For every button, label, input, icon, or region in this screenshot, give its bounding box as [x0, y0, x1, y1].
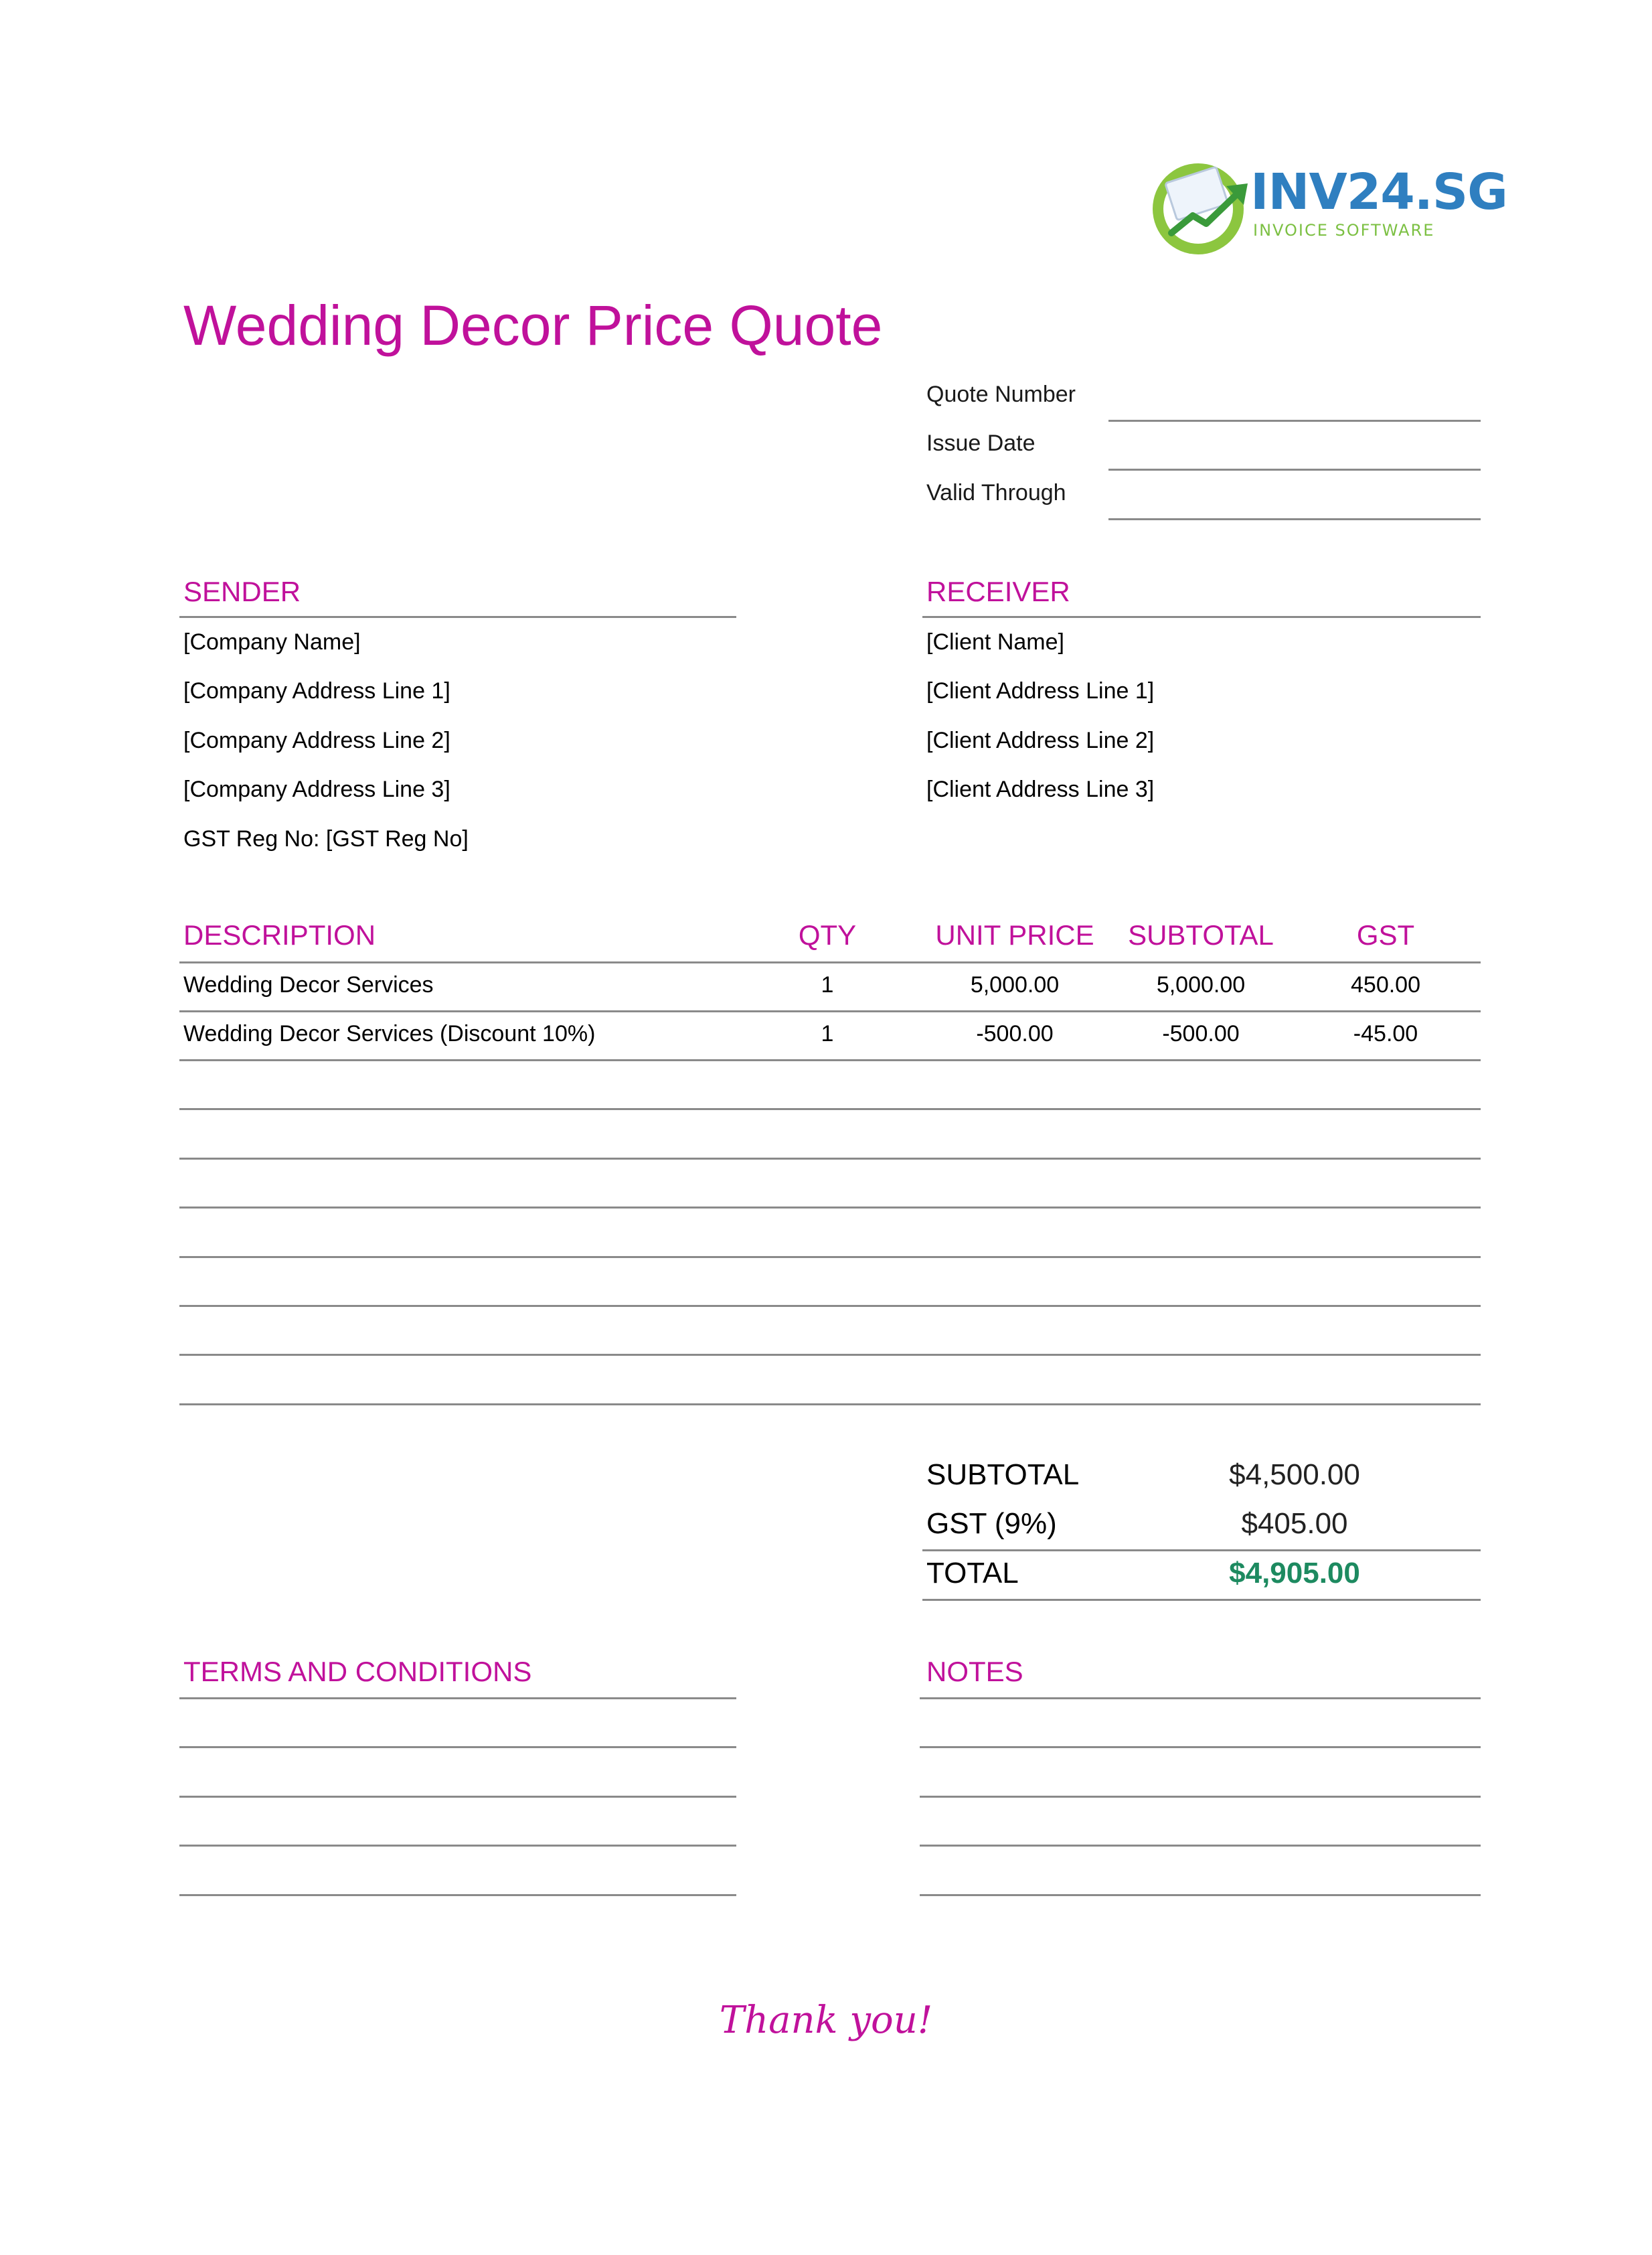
quote-number-label: Quote Number [926, 382, 1076, 407]
terms-heading: TERMS AND CONDITIONS [183, 1656, 532, 1687]
table-row-1-subtotal: 5,000.00 [1156, 972, 1246, 998]
receiver-client-name: [Client Name] [926, 629, 1064, 655]
table-row-1-description: Wedding Decor Services [183, 972, 434, 998]
notes-line [920, 1894, 1481, 1896]
terms-line [179, 1746, 736, 1748]
terms-line [179, 1796, 736, 1798]
col-header-gst: GST [1356, 919, 1415, 951]
table-row-2-subtotal: -500.00 [1162, 1021, 1240, 1046]
col-header-unit-price: UNIT PRICE [935, 919, 1094, 951]
totals-subtotal-label: SUBTOTAL [926, 1458, 1080, 1491]
issue-date-label: Issue Date [926, 431, 1036, 456]
receiver-address-line-1: [Client Address Line 1] [926, 678, 1155, 704]
quote-number-value[interactable] [1111, 382, 1479, 408]
table-empty-row-rule [179, 1158, 1481, 1160]
col-header-qty: QTY [798, 919, 857, 951]
table-row-rule [179, 1059, 1481, 1061]
table-empty-row-rule [179, 1256, 1481, 1258]
sender-address-line-3: [Company Address Line 3] [183, 777, 450, 802]
sender-address-line-1: [Company Address Line 1] [183, 678, 450, 704]
notes-line [920, 1796, 1481, 1798]
table-empty-row-rule [179, 1207, 1481, 1209]
table-row-2-description: Wedding Decor Services (Discount 10%) [183, 1021, 596, 1046]
totals-total-label: TOTAL [926, 1557, 1019, 1589]
logo-subtitle: INVOICE SOFTWARE [1253, 221, 1435, 240]
valid-through-label: Valid Through [926, 480, 1066, 506]
table-row-1-unit-price: 5,000.00 [970, 972, 1060, 998]
logo-wordmark: INV24.SG [1250, 163, 1507, 221]
notes-line [920, 1845, 1481, 1847]
thank-you-message: Thank you! [719, 1999, 933, 2042]
issue-date-value[interactable] [1111, 431, 1479, 457]
receiver-address-line-2: [Client Address Line 2] [926, 728, 1155, 753]
totals-gst-value: $405.00 [1241, 1507, 1348, 1540]
table-empty-row-rule [179, 1354, 1481, 1356]
table-row-rule [179, 1010, 1481, 1012]
table-row-2-qty: 1 [821, 1021, 834, 1046]
valid-through-value[interactable] [1111, 480, 1479, 507]
table-row-1-gst: 450.00 [1351, 972, 1420, 998]
valid-through-underline [1108, 518, 1481, 520]
notes-heading: NOTES [926, 1656, 1023, 1687]
table-empty-row-rule [179, 1108, 1481, 1110]
table-row-2-gst: -45.00 [1353, 1021, 1418, 1046]
page-title: Wedding Decor Price Quote [183, 294, 883, 357]
table-empty-row-rule [179, 1403, 1481, 1405]
col-header-subtotal: SUBTOTAL [1128, 919, 1274, 951]
logo-icon [1151, 154, 1265, 261]
terms-line [179, 1894, 736, 1896]
table-header-rule [179, 961, 1481, 963]
notes-rule [920, 1697, 1481, 1699]
sender-company-name: [Company Name] [183, 629, 361, 655]
receiver-heading: RECEIVER [926, 576, 1070, 607]
col-header-description: DESCRIPTION [183, 919, 376, 951]
notes-line [920, 1746, 1481, 1748]
sender-gst-reg-no: GST Reg No: [GST Reg No] [183, 826, 469, 852]
brand-logo [1151, 154, 1507, 261]
issue-date-underline [1108, 469, 1481, 471]
terms-rule [179, 1697, 736, 1699]
sender-rule [179, 616, 736, 618]
totals-rule [922, 1549, 1481, 1551]
totals-total-value: $4,905.00 [1229, 1557, 1360, 1589]
terms-line [179, 1845, 736, 1847]
table-row-2-unit-price: -500.00 [976, 1021, 1054, 1046]
receiver-rule [922, 616, 1481, 618]
totals-subtotal-value: $4,500.00 [1229, 1458, 1360, 1491]
sender-address-line-2: [Company Address Line 2] [183, 728, 450, 753]
totals-bottom-rule [922, 1599, 1481, 1601]
sender-heading: SENDER [183, 576, 301, 607]
quote-number-underline [1108, 420, 1481, 422]
table-row-1-qty: 1 [821, 972, 834, 998]
totals-gst-label: GST (9%) [926, 1507, 1057, 1540]
table-empty-row-rule [179, 1305, 1481, 1307]
receiver-address-line-3: [Client Address Line 3] [926, 777, 1155, 802]
